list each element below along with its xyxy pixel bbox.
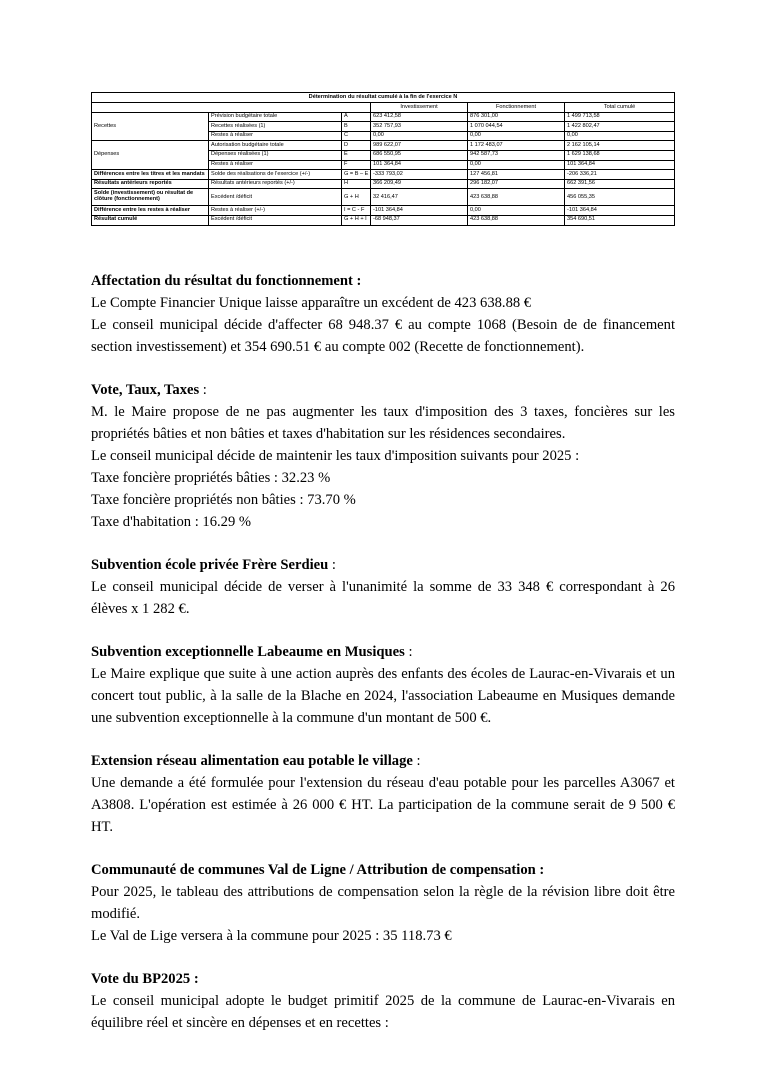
section-heading: Subvention école privée Frère Serdieu — [91, 557, 329, 573]
row-label: Solde des réalisations de l'exercice (+/-) — [209, 170, 342, 180]
row-label: Restes à réaliser — [209, 160, 342, 170]
paragraph: Le Val de Lige versera à la commune pour 2025 : 35 118.73 € — [91, 928, 452, 944]
paragraph: Le conseil municipal décide de verser à l'unanimité la somme de 33 348 € correspondant à 26 élèves x 1 282 €. — [91, 579, 675, 617]
cell-total: 662 391,56 — [565, 179, 675, 189]
row-code: I = C - F — [342, 206, 371, 216]
section-extension-reseau — [91, 750, 675, 838]
table-row — [92, 170, 675, 180]
row-label: Restes à réaliser (+/-) — [209, 206, 342, 216]
section-heading: Extension réseau alimentation eau potable le village — [91, 753, 413, 769]
section-heading: Vote du BP2025 : — [91, 971, 199, 987]
cell-total: 2 162 105,14 — [565, 141, 675, 151]
table-row — [92, 179, 675, 189]
row-code: E — [342, 150, 371, 160]
heading-suffix: : — [412, 753, 421, 769]
section-subvention-labeaume — [91, 641, 675, 729]
row-code: D — [342, 141, 371, 151]
paragraph: Le Maire explique que suite à une action auprès des enfants des écoles de Laurac-en-Vivarais et un concert tout public, à la salle de la Blache en 2024, l'association Labeaume en Musiques demande une subvention exceptionnelle à la commune d'un montant de 500 €. — [91, 666, 675, 726]
group-label-diff-restes: Différence entre les restes à réaliser — [92, 206, 209, 216]
row-label: Autorisation budgétaire totale — [209, 141, 342, 151]
paragraph: Taxe foncière propriétés non bâties : 73.70 % — [91, 492, 356, 508]
paragraph: Le Compte Financier Unique laisse apparaître un excédent de 423 638.88 € — [91, 295, 532, 311]
cell-investissement: 32 416,47 — [371, 189, 468, 206]
cell-total: 1 499 713,58 — [565, 112, 675, 122]
table-row — [92, 215, 675, 225]
group-label-depenses: Dépenses — [92, 141, 209, 170]
result-table — [91, 92, 675, 226]
row-code: F — [342, 160, 371, 170]
cell-fonctionnement: 942 587,73 — [468, 150, 565, 160]
column-header-fonctionnement: Fonctionnement — [468, 103, 565, 113]
cell-total: -101 364,84 — [565, 206, 675, 216]
row-label: Résultats antérieurs reportés (+/-) — [209, 179, 342, 189]
document-body — [91, 270, 675, 1055]
row-code: G = B – E — [342, 170, 371, 180]
paragraph: Taxe d'habitation : 16.29 % — [91, 514, 252, 530]
column-header-investissement: Investissement — [371, 103, 468, 113]
cell-investissement: 352 757,93 — [371, 122, 468, 132]
section-heading: Affectation du résultat du fonctionnement : — [91, 273, 362, 289]
heading-suffix: : — [404, 644, 413, 660]
cell-investissement: 101 364,84 — [371, 160, 468, 170]
row-label: Excédent /déficit — [209, 189, 342, 206]
cell-total: 1 629 138,68 — [565, 150, 675, 160]
row-code: G + H + I — [342, 215, 371, 225]
result-table-container — [91, 92, 674, 226]
cell-total: 354 690,51 — [565, 215, 675, 225]
cell-total: 101 364,84 — [565, 160, 675, 170]
cell-investissement: -101 364,84 — [371, 206, 468, 216]
cell-fonctionnement: 1 070 044,54 — [468, 122, 565, 132]
cell-investissement: -333 793,02 — [371, 170, 468, 180]
cell-fonctionnement: 0,00 — [468, 160, 565, 170]
cell-fonctionnement: 876 301,00 — [468, 112, 565, 122]
row-label: Dépenses réalisées (1) — [209, 150, 342, 160]
paragraph: Une demande a été formulée pour l'extension du réseau d'eau potable pour les parcelles A3067 et A3808. L'opération est estimée à 26 000 € HT. La participation de la commune serait de 9 500 € HT. — [91, 775, 675, 835]
cell-fonctionnement: 296 182,07 — [468, 179, 565, 189]
cell-fonctionnement: 127 456,81 — [468, 170, 565, 180]
row-label: Excédent /déficit — [209, 215, 342, 225]
cell-fonctionnement: 0,00 — [468, 206, 565, 216]
cell-investissement: 366 209,49 — [371, 179, 468, 189]
row-label: Prévision budgétaire totale — [209, 112, 342, 122]
cell-fonctionnement: 1 172 483,07 — [468, 141, 565, 151]
cell-fonctionnement: 0,00 — [468, 131, 565, 141]
row-code: A — [342, 112, 371, 122]
table-header-empty — [92, 103, 371, 113]
paragraph: Pour 2025, le tableau des attributions de compensation selon la règle de la révision libre doit être modifié. — [91, 884, 675, 922]
section-vote-taux — [91, 379, 675, 533]
column-header-total: Total cumulé — [565, 103, 675, 113]
cell-total: -206 336,21 — [565, 170, 675, 180]
group-label-res-anterieurs: Résultats antérieurs reportés — [92, 179, 209, 189]
table-title: Détermination du résultat cumulé à la fin de l'exercice N — [92, 93, 675, 103]
cell-total: 456 055,35 — [565, 189, 675, 206]
paragraph: M. le Maire propose de ne pas augmenter les taux d'imposition des 3 taxes, foncières sur les propriétés bâties et non bâties et taxes d'habitation sur les résidences secondaires. — [91, 404, 675, 442]
table-row — [92, 189, 675, 206]
cell-investissement: -68 948,37 — [371, 215, 468, 225]
paragraph: Le conseil municipal décide d'affecter 68 948.37 € au compte 1068 (Besoin de de financement section investissement) et 354 690.51 € au compte 002 (Recette de fonctionnement). — [91, 317, 675, 355]
cell-investissement: 0,00 — [371, 131, 468, 141]
cell-fonctionnement: 423 638,88 — [468, 189, 565, 206]
group-label-diff-titres: Différences entre les titres et les mandats — [92, 170, 209, 180]
table-row — [92, 141, 675, 151]
section-vote-bp — [91, 968, 675, 1034]
section-affectation — [91, 270, 675, 358]
row-code: H — [342, 179, 371, 189]
table-row — [92, 206, 675, 216]
paragraph: Le conseil municipal adopte le budget primitif 2025 de la commune de Laurac-en-Vivarais en équilibre réel et sincère en dépenses et en recettes : — [91, 993, 675, 1031]
heading-suffix: : — [199, 382, 207, 398]
row-label: Recettes réalisées (1) — [209, 122, 342, 132]
row-code: G + H — [342, 189, 371, 206]
paragraph: Le conseil municipal décide de maintenir les taux d'imposition suivants pour 2025 : — [91, 448, 580, 464]
group-label-recettes: Recettes — [92, 112, 209, 141]
group-label-res-cumule: Résultat cumulé — [92, 215, 209, 225]
cell-investissement: 989 622,07 — [371, 141, 468, 151]
section-subvention-ecole — [91, 554, 675, 620]
heading-suffix: : — [328, 557, 336, 573]
group-label-solde: Solde (investissement) ou résultat de clôture (fonctionnement) — [92, 189, 209, 206]
table-row — [92, 112, 675, 122]
section-communaute-communes — [91, 859, 675, 947]
cell-total: 0,00 — [565, 131, 675, 141]
cell-total: 1 422 802,47 — [565, 122, 675, 132]
section-heading: Subvention exceptionnelle Labeaume en Musiques — [91, 644, 405, 660]
cell-investissement: 623 412,58 — [371, 112, 468, 122]
row-label: Restes à réaliser — [209, 131, 342, 141]
paragraph: Taxe foncière propriétés bâties : 32.23 % — [91, 470, 331, 486]
row-code: B — [342, 122, 371, 132]
cell-investissement: 686 550,95 — [371, 150, 468, 160]
section-heading: Communauté de communes Val de Ligne / Attribution de compensation : — [91, 862, 545, 878]
section-heading: Vote, Taux, Taxes — [91, 382, 200, 398]
row-code: C — [342, 131, 371, 141]
cell-fonctionnement: 423 638,88 — [468, 215, 565, 225]
